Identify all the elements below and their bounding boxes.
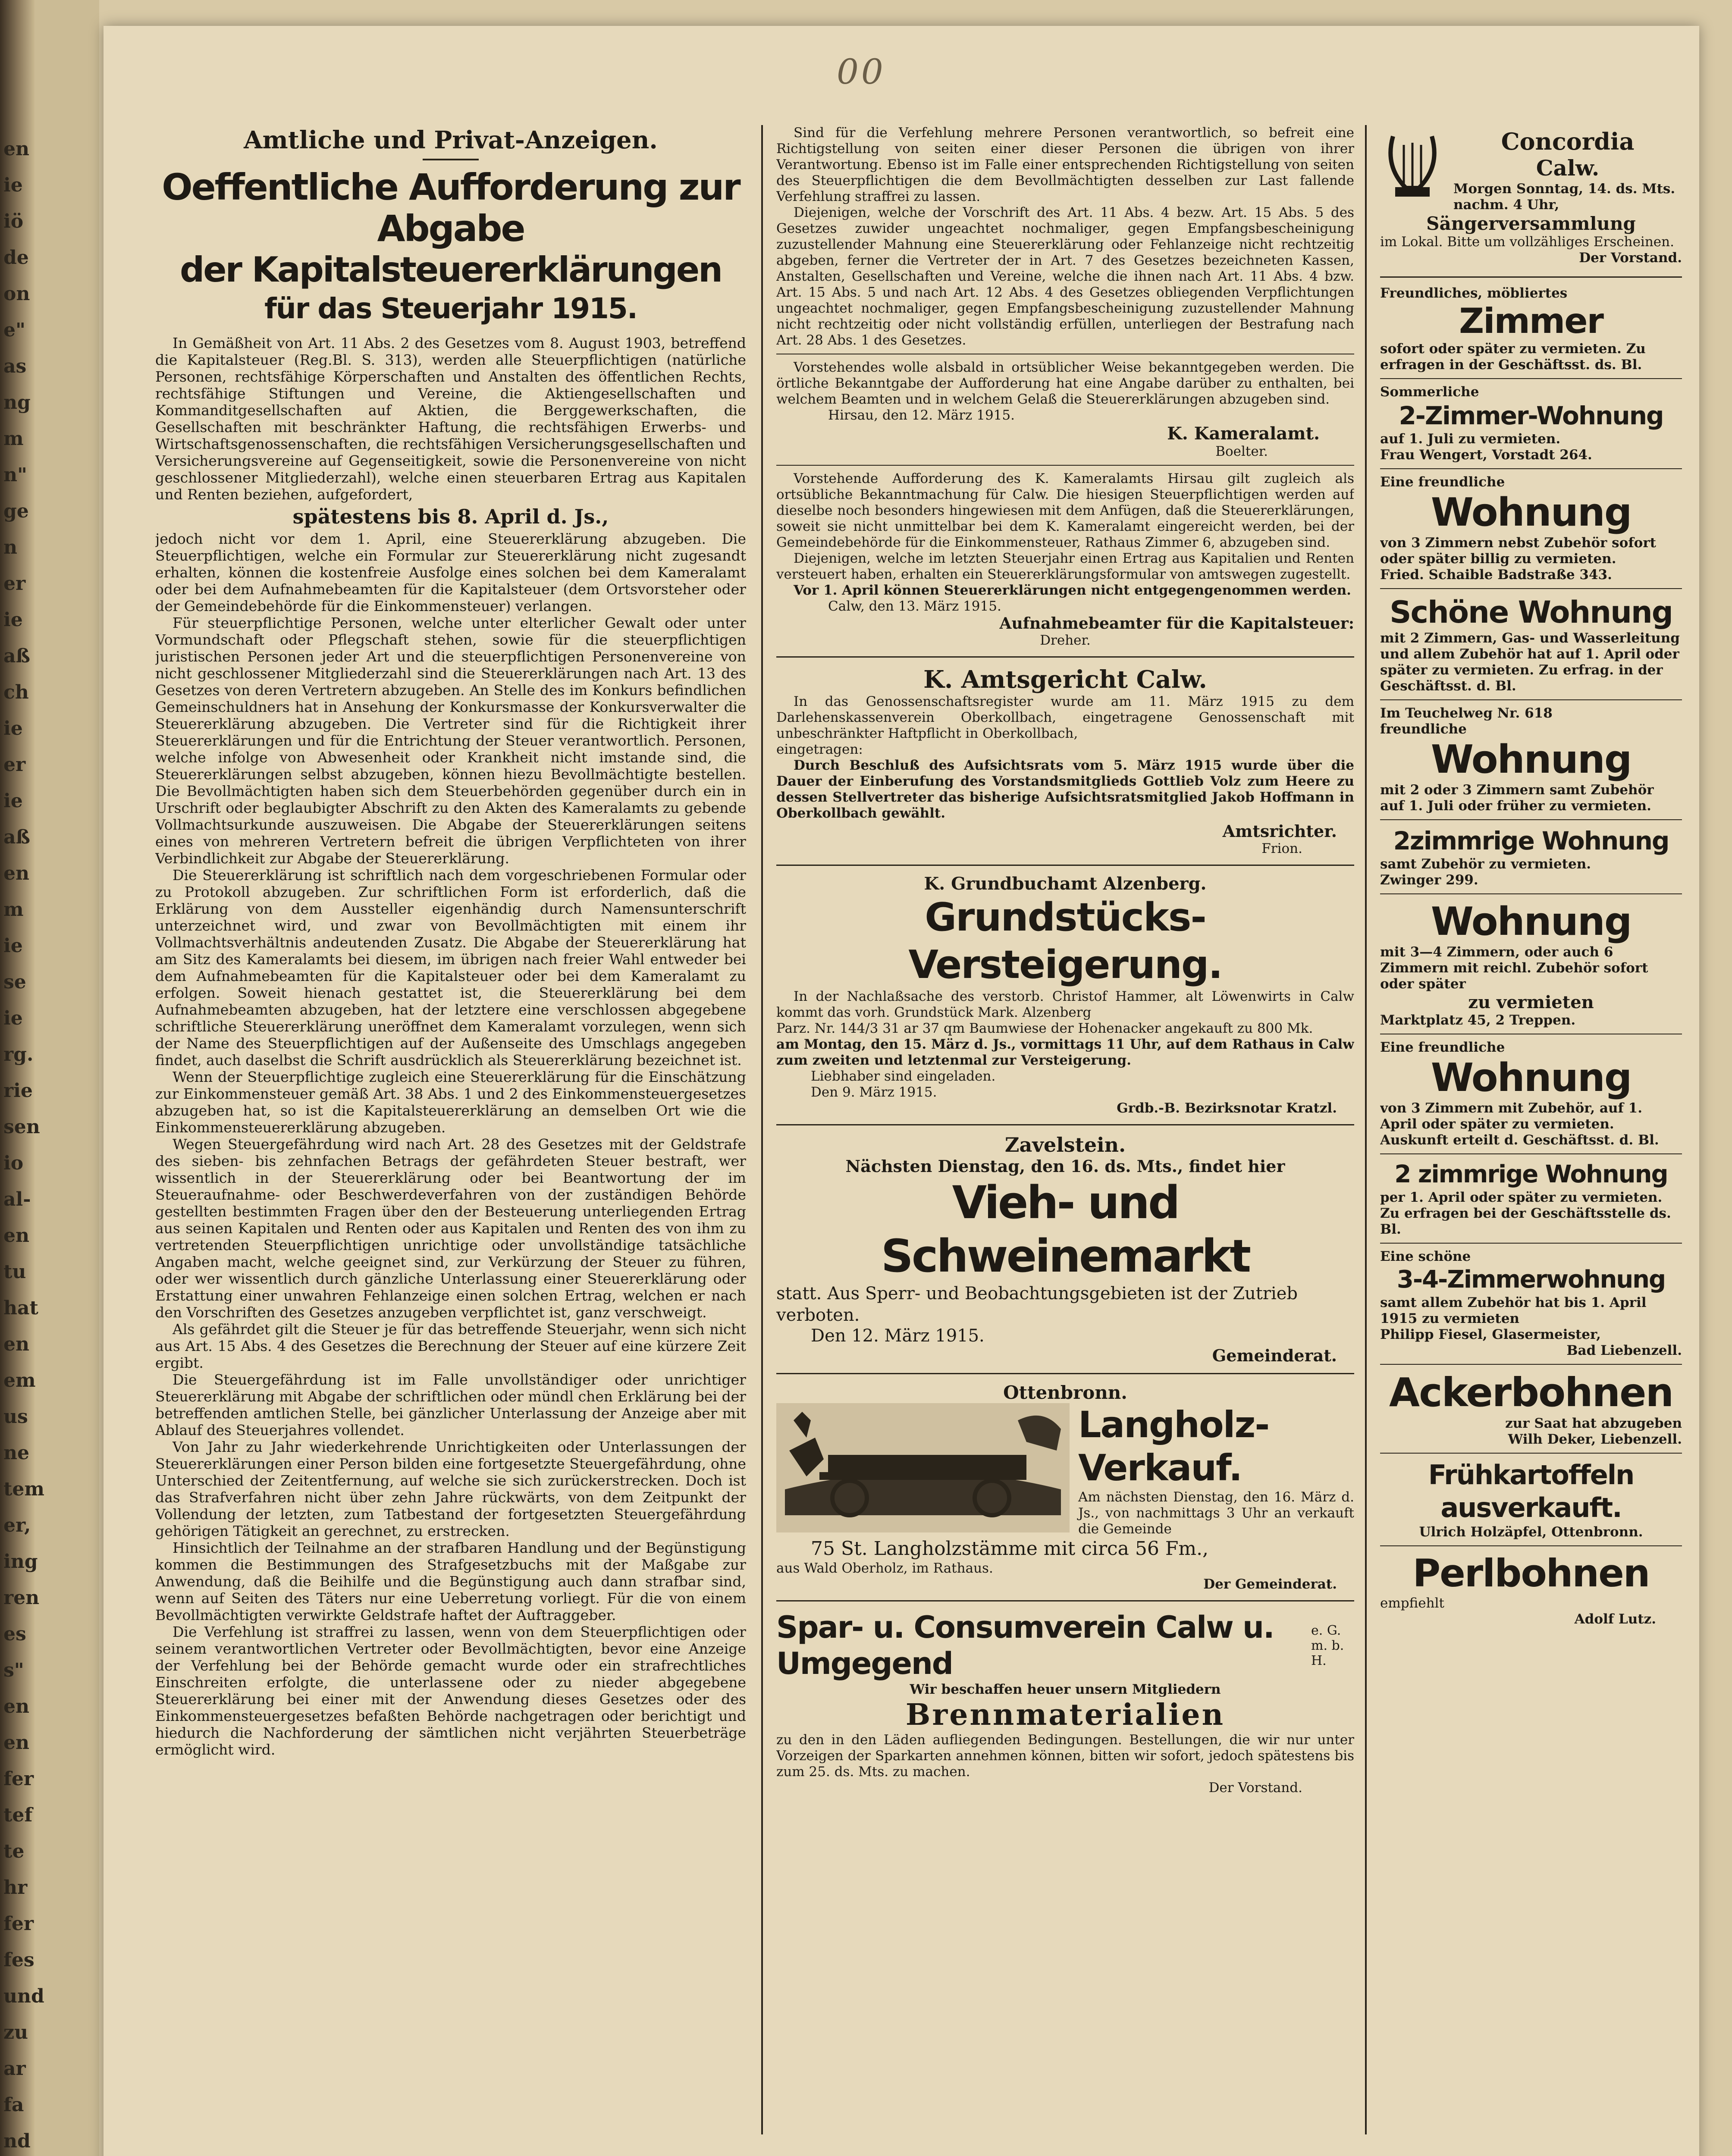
left-page-fragment: iö — [3, 210, 24, 232]
divider — [1380, 819, 1682, 820]
newspaper-page — [104, 26, 1699, 2156]
left-page-fragment: ie — [3, 174, 23, 196]
column-small-ads — [1380, 125, 1682, 2134]
grundbuchamt-paragraph: am Montag, den 15. März d. Js., vormittags 11 Uhr, auf dem Rathaus in Calw zum zweiten und letztenmal zur Versteigerung. — [776, 1037, 1354, 1068]
ad-text: zur Saat hat abzugeben — [1505, 1416, 1682, 1431]
left-page-fragment: io — [3, 1152, 24, 1174]
consumverein-title: Spar- u. Consumverein Calw u. Umgegend — [776, 1610, 1274, 1681]
consumverein-big: Brennmaterialien — [905, 1698, 1225, 1732]
left-page-fragment: rie — [3, 1080, 33, 1102]
divider — [776, 865, 1354, 866]
column-rule — [1365, 125, 1367, 2134]
grundbuchamt-paragraph: Parz. Nr. 144/3 31 ar 37 qm Baumwiese der Hohenacker angekauft zu 800 Mk. — [776, 1021, 1313, 1036]
left-page-fragment: ar — [3, 2058, 26, 2080]
notice-paragraph: Vor 1. April können Steuererklärungen nicht entgegengenommen werden. — [794, 583, 1351, 598]
divider — [776, 465, 1354, 466]
notice-paragraph: Wegen Steuergefährdung wird nach Art. 28 des Gesetzes mit der Geldstrafe des sieben- bis zehnfachen Betrags der gefährdeten Steuer bestraft, wer wissentlich in der Steuererklärung oder bei Beantwortung der im Steueraufnahme- oder Beschwerdeverfahren von der zuständigen Behörde gestellten bestimmten Fragen über den der Besteuerung unterliegenden Ertrag aus seinen Kapitalen und Renten oder aus Kapitalen und Renten des von ihm zu vertretenden Steuerpflichtigen unrichtige oder unvollständige tatsächliche Angaben macht, welche geeignet sind, zur Verkürzung der Steuer zu führen, oder wer wissentlich durch gänzliche Unterlassung einer Steuererklärung oder Erstattung einer unwahren Fehlanzeige einen solchen Ertrag, welchen er nach den Vorschriften des Gesetzes anzugeben verpflichtet ist, ganz verschweigt. — [155, 1136, 746, 1321]
notice-paragraph: Die Steuergefährdung ist im Falle unvollständiger oder unrichtiger Steuererklärung mit Abgabe der schriftlichen oder mündl chen Erklärung bei der betreffenden amtlichen Stelle, bei gänzlicher Unterlassung der Anzeige aber mit Ablauf des Steuerjahres vollendet. — [155, 1371, 746, 1438]
ottenbronn-quantity: 75 St. Langholzstämme mit circa 56 Fm., — [811, 1538, 1209, 1560]
ad-heading: Schöne Wohnung — [1390, 595, 1672, 630]
notice-paragraph: Wenn der Steuerpflichtige zugleich eine Steuererklärung für die Einschätzung zur Einkommensteuer gemäß Art. 38 Abs. 1 und 2 des Einkommensteuergesetzes abzugeben hat, so ist die Kapitalsteuererklärung an demselben Ort wie die Einkommensteuererklärung abzugeben. — [155, 1069, 746, 1136]
amtsgericht-signature-name: Frion. — [1261, 841, 1302, 856]
zavelstein-title: Vieh- und Schweinemarkt — [881, 1176, 1250, 1282]
ad-signature: Ulrich Holzäpfel, Ottenbronn. — [1419, 1524, 1643, 1540]
amtsgericht-title: K. Amtsgericht Calw. — [923, 665, 1207, 694]
divider — [1380, 1364, 1682, 1365]
ad-text: auf 1. Juli zu vermieten. — [1380, 431, 1561, 447]
ad-heading: 2-Zimmer-Wohnung — [1399, 401, 1663, 430]
left-page-fragment: ne — [3, 1442, 29, 1464]
ad-heading: 2zimmrige Wohnung — [1393, 826, 1669, 856]
consumverein-heading — [776, 1609, 1354, 1682]
left-page-fragment: ng — [3, 392, 31, 414]
left-page-fragment: er, — [3, 1514, 31, 1536]
left-page-fragment: tef — [3, 1804, 33, 1826]
ad-pre: Im Teuchelweg Nr. 618 — [1380, 705, 1553, 721]
divider — [1380, 276, 1682, 278]
concordia-city: Calw. — [1536, 155, 1600, 181]
left-page-fragment: rg. — [3, 1044, 34, 1065]
ad-text: mit 2 oder 3 Zimmern samt Zubehör auf 1. Juli oder früher zu vermieten. — [1380, 782, 1654, 814]
left-page-fragment: n — [3, 536, 17, 558]
divider — [1380, 378, 1682, 379]
left-page-fragment: hr — [3, 1877, 28, 1899]
left-page-fragment: fes — [3, 1949, 35, 1971]
grundbuchamt-header: K. Grundbuchamt Alzenberg. — [924, 874, 1207, 894]
left-page-fragment: en — [3, 138, 29, 160]
ad-heading: Wohnung — [1431, 899, 1632, 944]
left-page-fragment: e" — [3, 319, 25, 341]
left-page-fragment: en — [3, 1333, 29, 1355]
ottenbronn-location: aus Wald Oberholz, im Rathaus. — [776, 1561, 993, 1576]
left-page-fragment: aß — [3, 826, 30, 848]
left-page-fragment: er — [3, 754, 26, 776]
left-page-fragment: er — [3, 573, 26, 595]
grundbuchamt-paragraph: In der Nachlaßsache des verstorb. Christof Hammer, alt Löwenwirts in Calw kommt das vorh. Grundstück Mark. Alzenberg — [776, 989, 1354, 1020]
ottenbronn-place: Ottenbronn. — [1003, 1382, 1127, 1403]
divider — [776, 1373, 1354, 1374]
left-page-fragment: al- — [3, 1188, 31, 1210]
consumverein-paragraph: zu den in den Läden aufliegenden Bedingungen. Bestellungen, die wir nur unter Vorzeigen der Sparkarten annehmen können, bitten wir sofort, jedoch spätestens bis zum 25. ds. Mts. zu machen. — [776, 1732, 1354, 1780]
ad-signature: Frau Wengert, Vorstadt 264. — [1380, 447, 1592, 463]
notice-signature: Aufnahmebeamter für die Kapitalsteuer: — [999, 614, 1354, 633]
left-page-fragment: se — [3, 971, 26, 993]
grundbuchamt-paragraph: Liebhaber sind eingeladen. — [811, 1069, 996, 1084]
grundbuchamt-title: Grundstücks-Versteigerung. — [908, 895, 1222, 987]
notice-paragraph: Für steuerpflichtige Personen, welche unter elterlicher Gewalt oder unter Vormundschaft oder Pflegschaft stehen, sowie für die steuerpflichtigen juristischen Personen jeder Art und die steuerpflichtigen Personenvereine von nicht geschlossener Mitgliederzahl sind die Steuererklärungen nach Art. 13 des Gesetzes von deren Vertretern abzugeben. An Stelle des im Konkurs befindlichen Gemeinschuldners hat in Ansehung der Konkursmasse der Konkursverwalter die Steuererklärung abzugeben. Die Vertreter sind für die Richtigkeit ihrer Steuererklärungen und für die Entrichtung der Steuer verantwortlich. Personen, welche infolge von Abwesenheit oder Krankheit nicht imstande sind, die Steuererklärungen selbst abzugeben, können hiezu Bevollmächtigte bestellen. Die Bevollmächtigten haben sich dem Steuerbehörden gegenüber durch ein in Urschrift oder beglaubigter Abschrift zu den Akten des Kameralamts zu gebende Vollmachtsurkunde auszuweisen. Die Abgabe der Steuererklärungen seitens eines von mehreren Vertretern befreit die übrigen Verpflichteten von ihrer Verbindlichkeit zur Abgabe der Steuererklärung. — [155, 614, 746, 867]
ad-heading: 2 zimmrige Wohnung — [1394, 1160, 1668, 1188]
left-page-fragment: ie — [3, 1007, 23, 1029]
left-page-fragment: tu — [3, 1261, 26, 1283]
ad-text: samt Zubehör zu vermieten. — [1380, 856, 1591, 872]
notice-title-line-2: der Kapitalsteuererklärungen — [179, 250, 722, 290]
left-page-fragment: n" — [3, 464, 27, 486]
ad-signature: Zwinger 299. — [1380, 872, 1478, 888]
divider — [1380, 468, 1682, 469]
concordia-event: Sängerversammlung — [1426, 213, 1636, 234]
notice-paragraph: In Gemäßheit von Art. 11 Abs. 2 des Gesetzes vom 8. August 1903, betreffend die Kapitalsteuer (Reg.Bl. S. 313), werden alle Steuerpflichtigen (natürliche Personen, rechtsfähige Körperschaften und Anstalten des öffentlichen Rechts, rechtsfähige Stiftungen und Vereine, die Aktiengesellschaften und Kommanditgesellschaften auf Aktien, die Berggewerkschaften, die Gesellschaften mit beschränkter Haftung, die rechtsfähigen Erwerbs- und Wirtschaftsgenossenschaften, die rechtsfähigen Versicherungsgesellschaften und Versicherungsvereine auf Gegenseitigkeit, sowie die Personenvereine von nicht geschlossener Mitgliederzahl), welche einen steuerbaren Ertrag aus Kapitalen und Renten beziehen, aufgefordert, — [155, 335, 746, 503]
left-page-fragment: en — [3, 1225, 29, 1247]
divider — [1380, 1545, 1682, 1546]
ad-text: samt allem Zubehör hat bis 1. April 1915 zu vermieten — [1380, 1295, 1647, 1326]
left-page-fragment: te — [3, 1840, 25, 1862]
ottenbronn-paragraph: Am nächsten Dienstag, den 16. März d. Js., von nachmittags 3 Uhr an verkauft die Gemeinde — [1078, 1489, 1354, 1537]
ad-pre: Eine schöne — [1380, 1249, 1471, 1264]
divider — [1380, 699, 1682, 700]
notice-paragraph: Als gefährdet gilt die Steuer je für das betreffende Steuerjahr, wenn sich nicht aus Art. 15 Abs. 4 des Gesetzes die Berechnung der Steuer auf eine kürzere Zeit ergibt. — [155, 1321, 746, 1371]
ad-pre: Freundliches, möbliertes — [1380, 285, 1568, 301]
divider — [1380, 588, 1682, 589]
left-page-fragment: en — [3, 862, 29, 884]
left-page-fragment: hat — [3, 1297, 38, 1319]
ad-signature: Wilh Deker, Liebenzell. — [1508, 1432, 1682, 1447]
notice-deadline: spätestens bis 8. April d. Js., — [292, 505, 609, 528]
left-page-fragment: ing — [3, 1551, 38, 1573]
ad-heading: Frühkartoffeln ausverkauft. — [1428, 1459, 1634, 1523]
zavelstein-line: Nächsten Dienstag, den 16. ds. Mts., findet hier — [845, 1156, 1285, 1176]
header-rule — [423, 159, 479, 160]
left-page-fragment: und — [3, 1985, 44, 2007]
ad-heading: Wohnung — [1431, 1055, 1632, 1100]
ad-heading: Wohnung — [1431, 490, 1632, 535]
ad-heading: Perlbohnen — [1412, 1551, 1650, 1595]
concordia-paragraph: im Lokal. Bitte um vollzähliges Erscheinen. — [1380, 234, 1674, 250]
notice-paragraph: Diejenigen, welche im letzten Steuerjahr einen Ertrag aus Kapitalien und Renten versteuert haben, erhalten ein Steuererklärungsformular von amtswegen zugestellt. — [776, 551, 1354, 582]
amtsgericht-paragraph: Durch Beschluß des Aufsichtsrats vom 5. März 1915 wurde über die Dauer der Einberufung des Vorstandsmitglieds Gottlieb Volz zum Heere zu dessen Stellvertreter das bisherige Aufsichtsratsmitglied Jakob Hoffmann in Oberkollbach gewählt. — [776, 758, 1354, 821]
notice-paragraph: Vorstehende Aufforderung des K. Kameralamts Hirsau gilt zugleich als ortsübliche Bekanntmachung für Calw. Die hiesigen Steuerpflichtigen werden auf dieselbe noch besonders hingewiesen mit dem Anfügen, daß die Steuererklärungen, soweit sie nicht unmittelbar bei dem K. Kameralamt eingereicht werden, bei der Gemeindebehörde für die Einkommensteuer, Rathaus Zimmer 6, abzugeben sind. — [776, 471, 1354, 550]
ottenbronn-signature: Der Gemeinderat. — [1203, 1576, 1337, 1592]
ad-heading: 3-4-Zimmerwohnung — [1396, 1266, 1666, 1294]
notice-signature-name: Boelter. — [1215, 444, 1268, 459]
column-middle — [776, 125, 1354, 2134]
divider — [1380, 893, 1682, 894]
notice-paragraph: Diejenigen, welche der Vorschrift des Art. 11 Abs. 4 bezw. Art. 15 Abs. 5 des Gesetzes zuwider ungeachtet nochmaliger, gegen Empfangsbescheinigung zuzustellender Mahnung eine Steuererklärung oder Fehlanzeige nicht rechtzeitig abgeben, ferner die Vertreter der in Art. 7 des Gesetzes bezeichneten Kassen, Anstalten, Gesellschaften und Vereine, welche die ihnen nach Art. 11 Abs. 4 bzw. Art. 15 Abs. 5 und nach Art. 12 Abs. 4 des Gesetzes obliegenden Verpflichtungen ungeachtet nochmaliger, gegen Empfangsbescheinigung zuzustellender Mahnung nicht rechtzeitig oder nicht vollständig erfüllen, unterliegen der Bestrafung nach Art. 28 Abs. 1 des Gesetzes. — [776, 205, 1354, 348]
left-page-fragment: us — [3, 1406, 28, 1428]
amtsgericht-label: eingetragen: — [776, 742, 863, 757]
section-header: Amtliche und Privat-Anzeigen. — [244, 126, 658, 154]
left-page-fragment: ie — [3, 609, 23, 631]
left-page-fragment: zu — [3, 2021, 28, 2043]
ad-signature: Adolf Lutz. — [1574, 1611, 1656, 1627]
divider — [1380, 1453, 1682, 1454]
page-number: 00 — [837, 52, 886, 92]
concordia-paragraph: Morgen Sonntag, 14. ds. Mts. nachm. 4 Uhr, — [1453, 181, 1676, 213]
zavelstein-signature: Gemeinderat. — [1212, 1346, 1337, 1365]
consumverein-signature: Der Vorstand. — [1208, 1780, 1302, 1796]
left-page-fragment: en — [3, 1732, 29, 1754]
left-page-fragment: s" — [3, 1659, 24, 1681]
woodcut-lumber-cart-illustration — [776, 1403, 1070, 1532]
ad-text: mit 2 Zimmern, Gas- und Wasserleitung und allem Zubehör hat auf 1. April oder später zu vermieten. Zu erfrag. in der Geschäftsst. d. Bl. — [1380, 630, 1680, 694]
left-page-fragment: sen — [3, 1116, 40, 1138]
left-page-fragment: fa — [3, 2094, 24, 2116]
left-page-fragment: m — [3, 899, 24, 921]
consumverein-suffix: e. G. m. b. H. — [1311, 1623, 1344, 1668]
left-page-fragment: ie — [3, 935, 23, 957]
concordia-title: Concordia — [1501, 128, 1635, 155]
column-rule — [761, 125, 763, 2134]
notice-date: Calw, den 13. März 1915. — [828, 599, 1001, 614]
left-page-fragment: m — [3, 428, 24, 450]
concordia-signature: Der Vorstand. — [1579, 250, 1682, 266]
ad-pre: Eine freundliche — [1380, 1040, 1505, 1055]
notice-paragraph: Die Verfehlung ist straffrei zu lassen, wenn von dem Steuerpflichtigen oder seinem verantwortlichen Vertreter oder Bevollmächtigten, bevor eine Anzeige der Verfehlung bei der Behörde gemacht wurde oder ein strafrechtliches Einschreiten erfolgte, die unterlassene oder zu nieder abgegebene Steuererklärung bei einer mit der Anwendung dieses Gesetzes oder des Einkommensteuergesetzes befaßten Behörde nachgetragen oder berichtigt und hiedurch die Nachforderung der sämtlichen nicht verjährten Steuerbeträge ermöglicht wird. — [155, 1623, 746, 1758]
grundbuchamt-date: Den 9. März 1915. — [811, 1084, 937, 1100]
left-page-fragment: em — [3, 1369, 36, 1391]
ad-text: empfiehlt — [1380, 1595, 1444, 1611]
consumverein-line: Wir beschaffen heuer unsern Mitgliedern — [910, 1682, 1221, 1697]
zavelstein-date: Den 12. März 1915. — [811, 1326, 985, 1346]
ad-heading: Zimmer — [1459, 301, 1603, 341]
left-page-fragment: aß — [3, 645, 30, 667]
ad-pre: Eine freundliche — [1380, 474, 1505, 490]
ad-signature: Fried. Schaible Badstraße 343. — [1380, 567, 1612, 583]
notice-signature-name: Dreher. — [1040, 633, 1091, 648]
left-page-fragment: on — [3, 283, 30, 305]
ad-text: zu vermieten — [1468, 992, 1594, 1012]
ad-text: sofort oder später zu vermieten. Zu erfragen in der Geschäftsst. ds. Bl. — [1380, 341, 1646, 373]
ad-concordia — [1380, 125, 1682, 269]
notice-paragraph: Sind für die Verfehlung mehrere Personen verantwortlich, so befreit eine Richtigstellung von seiten einer dieser Personen die übrigen von ihrer Verantwortung. Ebenso ist im Falle einer entsprechenden Richtigstellung von seiten des Steuerpflichtigen die dem Bevollmächtigten desselben zur Last fallende Verfehlung straffrei zu lassen. — [776, 125, 1354, 204]
grundbuchamt-signature: Grdb.-B. Bezirksnotar Kratzl. — [1117, 1100, 1337, 1116]
divider — [1380, 1153, 1682, 1154]
column-official-notice — [155, 125, 746, 2134]
amtsgericht-signature: Amtsrichter. — [1222, 821, 1337, 841]
ad-text: von 3 Zimmern mit Zubehör, auf 1. April oder später zu vermieten. — [1380, 1100, 1643, 1132]
left-page-fragment: ie — [3, 718, 23, 740]
ad-signature: Auskunft erteilt d. Geschäftsst. d. Bl. — [1380, 1132, 1659, 1148]
left-page-fragment: en — [3, 1695, 29, 1717]
notice-paragraph: Die Steuererklärung ist schriftlich nach dem vorgeschriebenen Formular oder zu Protokoll abzugeben. Zur schriftlichen Form ist erforderlich, daß die Erklärung von dem Aussteller eigenhändig durch Namensunterschrift unterzeichnet wird, und zwar von Bevollmächtigten mit einem ihr Vollmachtsverhältnis andeutenden Zusatz. Die Abgabe der Steuererklärung hat am Sitz des Kameralamts bei diesem, im übrigen nach freier Wahl entweder bei dem Aufnahmebeamten für die Kapitalsteuer oder bei dem Kameralamt zu erfolgen. Soweit hienach gestattet ist, die Steuererklärung bei dem Aufnahmebeamten abzugeben, hat der letztere eine verschlossen abgegebene schriftliche Steuererklärung uneröffnet dem Kameralamt vorzulegen, wenn sich der Name des Steuerpflichtigen auf der Außenseite des Umschlags angegeben findet, auch daselbst die Schrift ausdrücklich als Steuererklärung bezeichnet ist. — [155, 867, 746, 1069]
ad-signature: Bad Liebenzell. — [1566, 1343, 1682, 1358]
divider — [776, 1600, 1354, 1601]
ottenbronn-title: Langholz-Verkauf. — [1078, 1404, 1269, 1489]
ad-signature: Marktplatz 45, 2 Treppen. — [1380, 1012, 1576, 1028]
left-page-fragment: as — [3, 355, 27, 377]
left-page-fragment: es — [3, 1623, 26, 1645]
left-page-fragment: de — [3, 247, 29, 269]
divider — [776, 1124, 1354, 1125]
left-page-fragment: fer — [3, 1768, 34, 1790]
notice-paragraph: Vorstehendes wolle alsbald in ortsüblicher Weise bekanntgegeben werden. Die örtliche Bekanntgabe der Aufforderung hat eine Angabe darüber zu enthalten, bei welchem Beamten und in welchem Gelaß die Steuererklärungen abzugeben sind. — [776, 360, 1354, 407]
notice-signature: K. Kameralamt. — [1167, 423, 1320, 444]
ad-heading: Ackerbohnen — [1389, 1369, 1673, 1416]
zavelstein-place: Zavelstein. — [1004, 1133, 1126, 1156]
notice-paragraph: Von Jahr zu Jahr wiederkehrende Unrichtigkeiten oder Unterlassungen der Steuererklärungen einer Person bilden eine fortgesetzte Steuergefährdung, ohne Unterschied der Zeitentfernung, auf welche sie sich zurückerstrecken. Doch ist das Strafverfahren nicht über zehn Jahre rückwärts, von dem Zeitpunkt der Vollendung der letzten, zum Tatbestand der fortgesetzten Steuergefährdung gehörigen Tätigkeit an gerechnet, zu erstrecken. — [155, 1438, 746, 1539]
ad-heading: Wohnung — [1431, 737, 1632, 782]
left-page-fragment: ch — [3, 681, 29, 703]
notice-title-line-3: für das Steuerjahr 1915. — [264, 292, 637, 325]
divider — [776, 656, 1354, 658]
notice-paragraph: jedoch nicht vor dem 1. April, eine Steuererklärung abzugeben. Die Steuerpflichtigen, welche ein Formular zur Steuererklärung nicht zugesandt erhalten, können die kostenfreie Ausfolge eines solchen bei dem Kameralamt oder bei dem Aufnahmebeamten für die Kapitalsteuer (dem Ortsvorsteher oder der Gemeindebehörde für die Einkommensteuer) verlangen. — [155, 530, 746, 614]
zavelstein-paragraph: statt. Aus Sperr- und Beobachtungsgebieten ist der Zutrieb verboten. — [776, 1284, 1298, 1325]
amtsgericht-paragraph: In das Genossenschaftsregister wurde am 11. März 1915 zu dem Darlehenskassenverein Oberkollbach, eingetragene Genossenschaft mit unbeschränkter Haftpflicht in Oberkollbach, — [776, 694, 1354, 741]
ad-signature: Philipp Fiesel, Glasermeister, — [1380, 1327, 1601, 1342]
left-page-fragment: tem — [3, 1478, 44, 1500]
lyre-icon — [1380, 128, 1445, 201]
divider — [1380, 1243, 1682, 1244]
notice-paragraph: Hinsichtlich der Teilnahme an der strafbaren Handlung und der Begünstigung kommen die Bestimmungen des Strafgesetzbuchs mit der Maßgabe zur Anwendung, daß die Beihilfe und die Begünstigung auch dann strafbar sind, wenn auf Seiten des Täters nur eine Ueberretung vorliegt. Für die von einem Bevollmächtigten verwirkte Geldstrafe haftet der Auftraggeber. — [155, 1539, 746, 1623]
ad-pre: Sommerliche — [1380, 384, 1479, 400]
notice-date: Hirsau, den 12. März 1915. — [828, 407, 1015, 423]
left-page-fragment: ie — [3, 790, 23, 812]
ad-text: per 1. April oder später zu vermieten. Zu erfragen bei der Geschäftsstelle ds. Bl. — [1380, 1190, 1671, 1237]
ad-text: von 3 Zimmern nebst Zubehör sofort oder später billig zu vermieten. — [1380, 535, 1656, 567]
ad-text: mit 3—4 Zimmern, oder auch 6 Zimmern mit reichl. Zubehör sofort oder später — [1380, 944, 1648, 992]
left-page-fragment: nd — [3, 2130, 31, 2152]
left-page-fragment: ge — [3, 500, 29, 522]
ad-pre: freundliche — [1380, 721, 1467, 737]
notice-title-line-1: Oeffentliche Aufforderung zur Abgabe — [162, 166, 740, 250]
left-page-fragment: ren — [3, 1587, 40, 1609]
left-page-fragment: fer — [3, 1913, 34, 1935]
